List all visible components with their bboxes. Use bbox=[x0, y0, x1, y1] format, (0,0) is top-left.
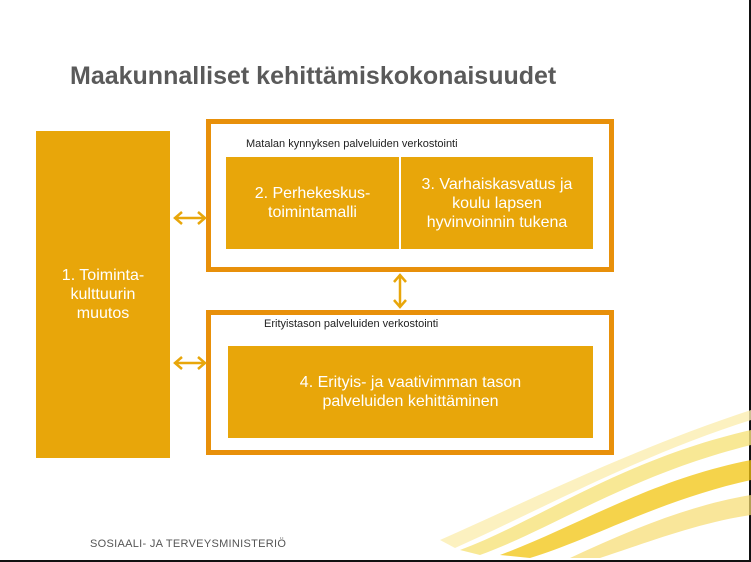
box-erityis bbox=[228, 346, 593, 438]
arrow-box1-top-group bbox=[172, 210, 208, 226]
arrow-between-groups bbox=[392, 272, 408, 310]
box-perhekeskus-label: 2. Perhekeskus- toimintamalli bbox=[254, 185, 371, 221]
box-toimintakulttuuri-label: 1. Toiminta- kulttuurin muutos bbox=[61, 267, 145, 322]
box-perhekeskus bbox=[226, 157, 399, 249]
box-varhaiskasvatus-label: 3. Varhaiskasvatus ja koulu lapsen hyvinvoinnin tukena bbox=[421, 175, 573, 231]
group-label-specialized: Erityistason palveluiden verkostointi bbox=[264, 318, 439, 330]
arrow-box1-bottom-group bbox=[172, 355, 208, 371]
box-varhaiskasvatus bbox=[401, 157, 593, 249]
box-toimintakulttuuri bbox=[36, 131, 170, 458]
box-erityis-label: 4. Erityis- ja vaativimman tason palveluiden kehittäminen bbox=[299, 374, 522, 410]
footer-ministry: SOSIAALI- JA TERVEYSMINISTERIÖ bbox=[90, 538, 287, 550]
group-label-low-threshold: Matalan kynnyksen palveluiden verkostointi bbox=[246, 138, 458, 150]
slide-title: Maakunnalliset kehittämiskokonaisuudet bbox=[70, 62, 557, 90]
